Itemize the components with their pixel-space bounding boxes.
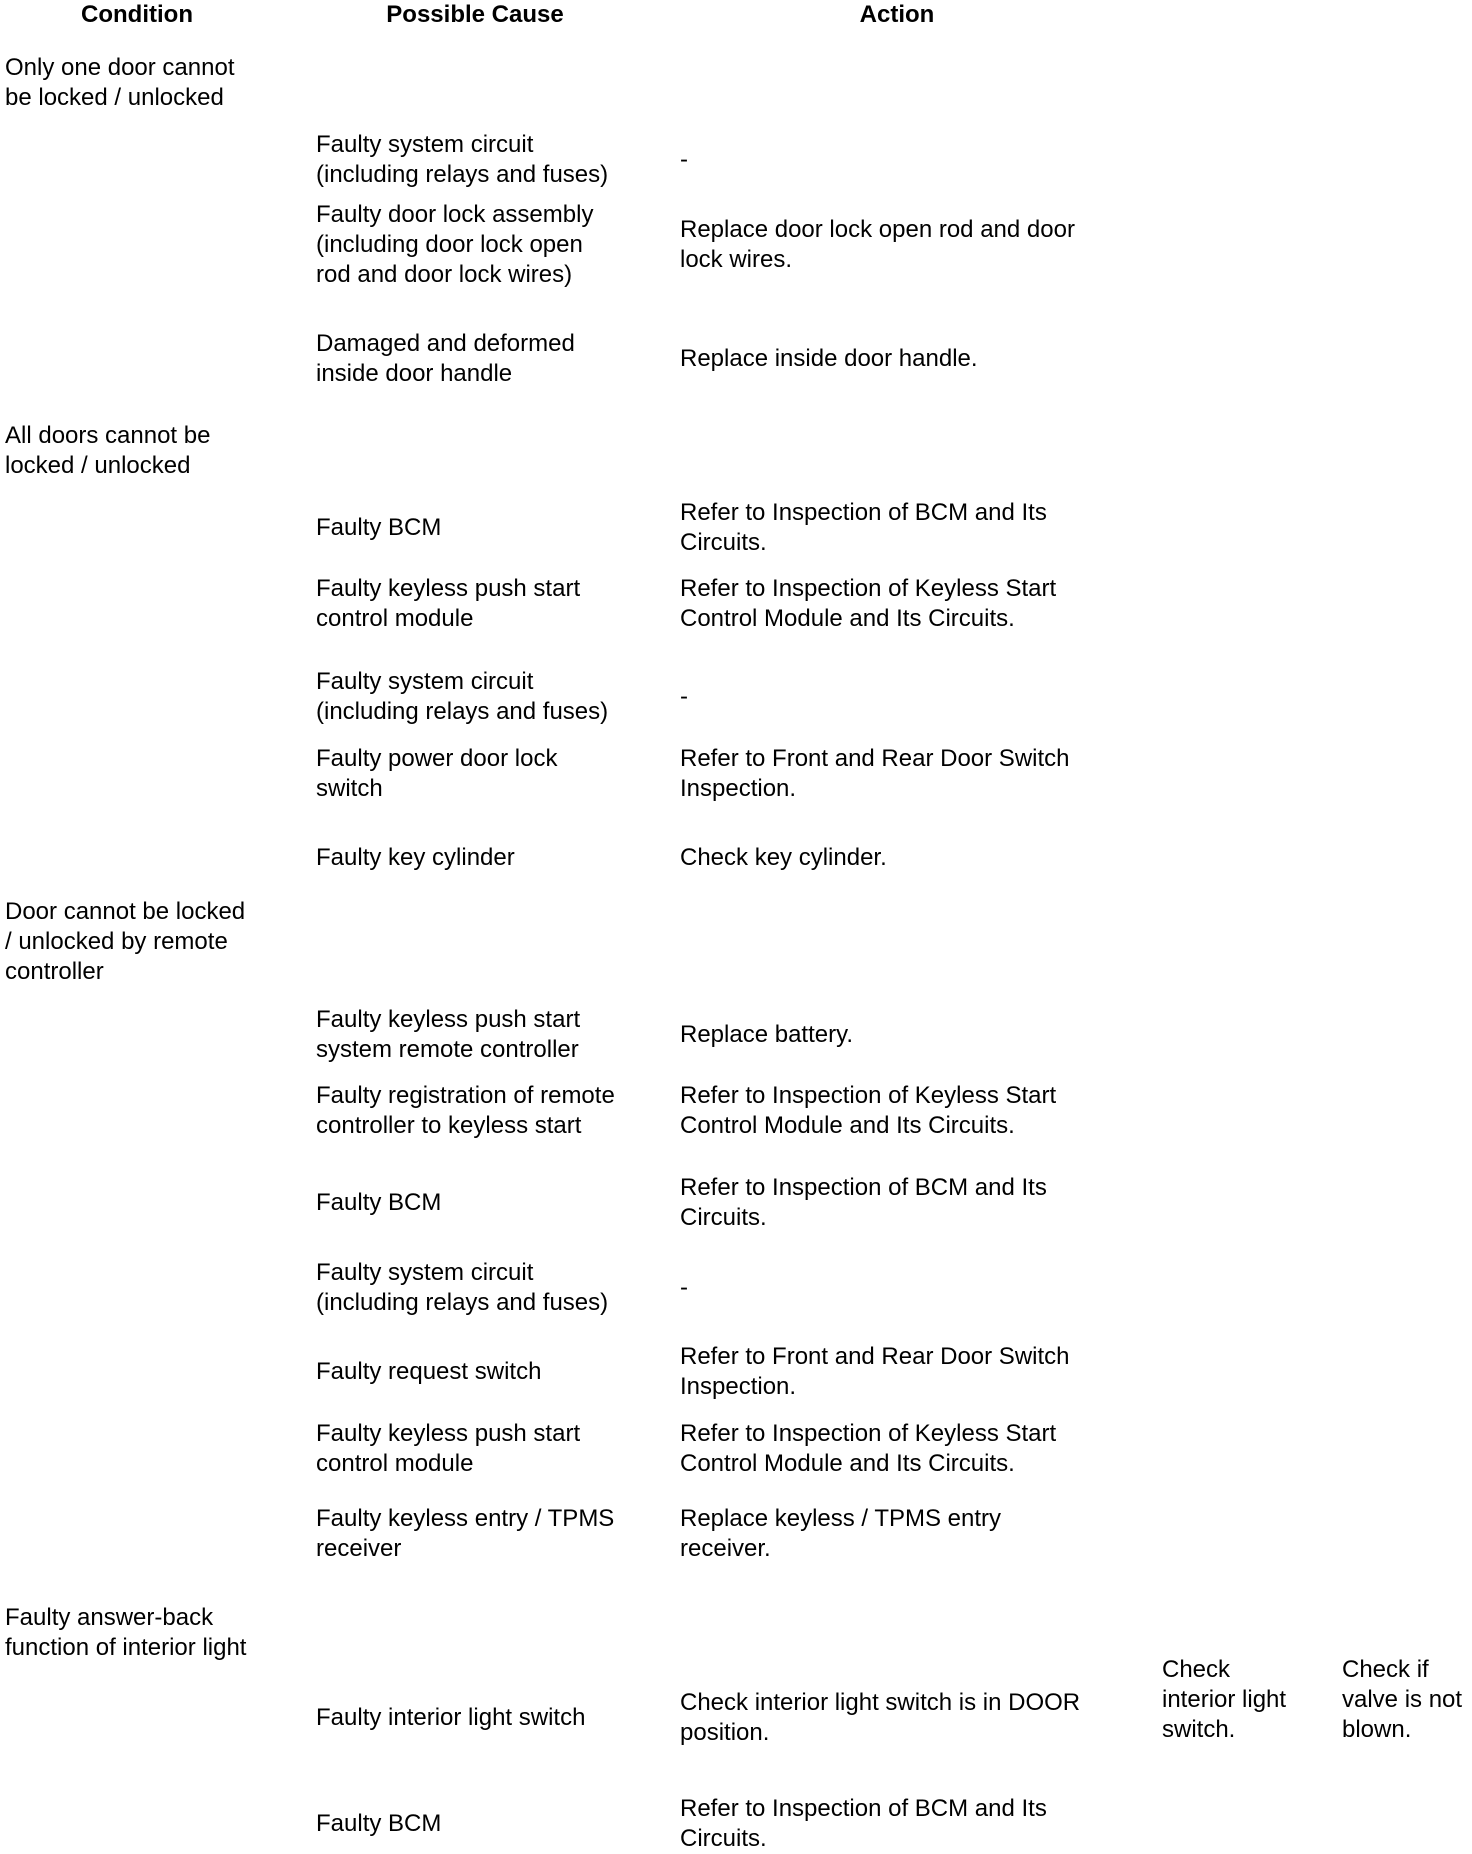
action-cell: Replace door lock open rod and door lock wires.: [680, 216, 1075, 273]
action-cell: Replace inside door handle.: [680, 345, 978, 372]
action-cell: Check interior light switch is in DOOR position.: [680, 1689, 1081, 1746]
possible-cause-cell: Damaged and deformed inside door handle: [316, 330, 575, 387]
action-cell: Replace keyless / TPMS entry receiver.: [680, 1505, 1002, 1562]
possible-cause-cell: Faulty power door lock switch: [316, 745, 558, 802]
extra-action-cell: Check interior light switch.: [1162, 1656, 1287, 1743]
action-cell: Refer to Inspection of Keyless Start Control Module and Its Circuits.: [680, 1420, 1057, 1477]
possible-cause-cell: Faulty keyless push start control module: [316, 1420, 581, 1477]
possible-cause-cell: Faulty registration of remote controller to keyless start: [316, 1082, 615, 1139]
possible-cause-cell: Faulty request switch: [316, 1358, 542, 1385]
possible-cause-cell: Faulty keyless push start system remote controller: [316, 1006, 581, 1063]
action-cell: Refer to Front and Rear Door Switch Inspection.: [680, 1343, 1070, 1400]
header-possible-cause: Possible Cause: [386, 1, 564, 28]
possible-cause-cell: Faulty BCM: [316, 1810, 442, 1837]
possible-cause-cell: Faulty system circuit (including relays and fuses): [316, 668, 609, 725]
possible-cause-cell: Faulty interior light switch: [316, 1704, 586, 1731]
condition-cell: Only one door cannot be locked / unlocked: [5, 54, 235, 111]
action-cell: Check key cylinder.: [680, 844, 887, 871]
action-cell: Refer to Inspection of BCM and Its Circuits.: [680, 1795, 1047, 1852]
condition-cell: Faulty answer-back function of interior light: [5, 1604, 247, 1661]
action-cell: Refer to Inspection of BCM and Its Circuits.: [680, 499, 1047, 556]
extra-action-cell: Check if valve is not blown.: [1342, 1656, 1463, 1743]
action-cell: Refer to Inspection of Keyless Start Control Module and Its Circuits.: [680, 575, 1057, 632]
action-cell: -: [680, 683, 688, 710]
action-cell: Refer to Front and Rear Door Switch Inspection.: [680, 745, 1070, 802]
action-cell: Replace battery.: [680, 1021, 853, 1048]
possible-cause-cell: Faulty system circuit (including relays and fuses): [316, 1259, 609, 1316]
action-cell: Refer to Inspection of BCM and Its Circuits.: [680, 1174, 1047, 1231]
condition-cell: All doors cannot be locked / unlocked: [5, 422, 211, 479]
possible-cause-cell: Faulty BCM: [316, 1189, 442, 1216]
possible-cause-cell: Faulty BCM: [316, 514, 442, 541]
action-cell: -: [680, 1274, 688, 1301]
header-action: Action: [859, 1, 935, 28]
possible-cause-cell: Faulty keyless push start control module: [316, 575, 581, 632]
possible-cause-cell: Faulty keyless entry / TPMS receiver: [316, 1505, 615, 1562]
condition-cell: Door cannot be locked / unlocked by remote controller: [5, 898, 246, 985]
possible-cause-cell: Faulty key cylinder: [316, 844, 515, 871]
possible-cause-cell: Faulty system circuit (including relays and fuses): [316, 131, 609, 188]
header-condition: Condition: [81, 1, 193, 28]
possible-cause-cell: Faulty door lock assembly (including door lock open rod and door lock wires): [316, 201, 594, 288]
action-cell: Refer to Inspection of Keyless Start Control Module and Its Circuits.: [680, 1082, 1057, 1139]
action-cell: -: [680, 146, 688, 173]
